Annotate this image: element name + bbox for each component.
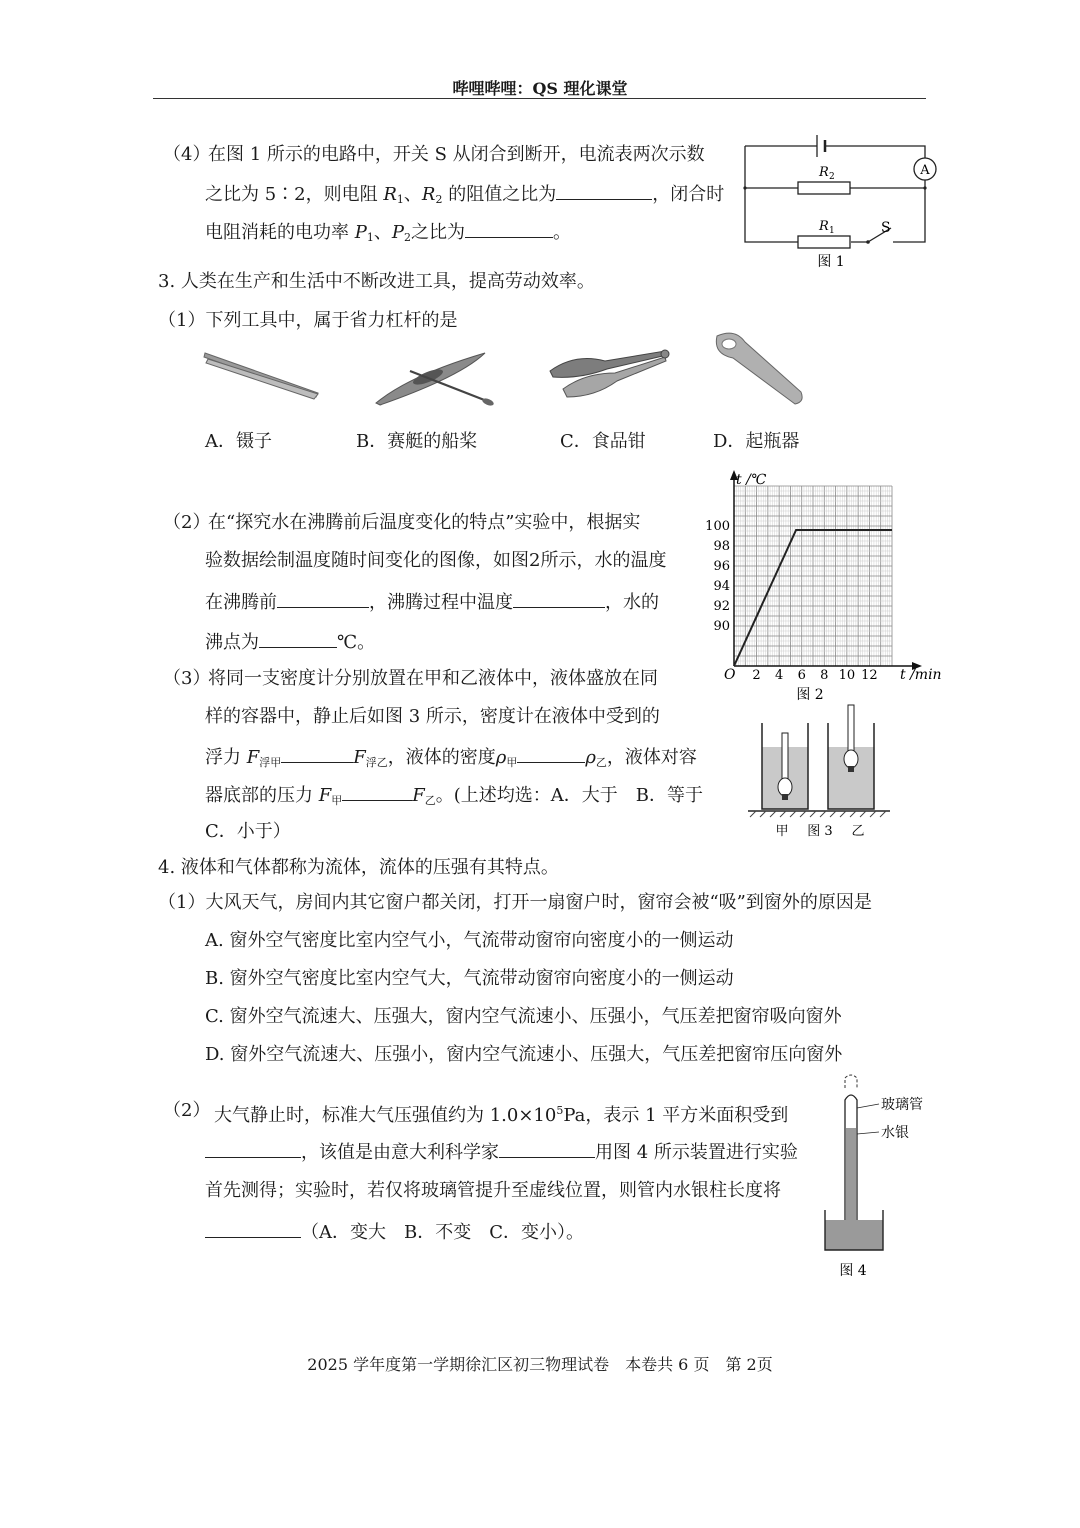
chart-x-tick-label: 2 <box>752 668 761 683</box>
q3-3-number: （3） <box>163 668 211 689</box>
chart-x-label: t /min <box>900 667 942 683</box>
header-divider <box>153 98 926 99</box>
q4-2-line1: 大气静止时，标准大气压强值约为 $1.0\times 10^5Pa$，表示 1 平方米面积受到 <box>214 1104 789 1126</box>
q4-2-number: （2） <box>163 1100 211 1121</box>
q3-3-line3: 浮力 $F_{浮甲}$ $F_{浮乙}$，液体的密度$\rho_甲$ $\rho_乙$，液体对容 <box>205 744 697 775</box>
hydrometer-yi <box>844 705 858 772</box>
page-header-title: 哔哩哔哩：QS 理化课堂 <box>452 79 628 98</box>
q2-4-number: （4） <box>163 144 211 165</box>
q3-option-a[interactable]: A．镊子 <box>205 431 272 452</box>
figure-4-label: 图 4 <box>839 1263 867 1279</box>
fig3-jia-label: 甲 <box>775 824 789 839</box>
q3-1-prompt: （1）下列工具中，属于省力杠杆的是 <box>158 310 458 331</box>
q3-title: 3. 人类在生产和生活中不断改进工具，提高劳动效率。 <box>158 271 595 292</box>
figure-2-chart <box>702 466 942 706</box>
page-footer: 2025 学年度第一学期徐汇区初三物理试卷 本卷共 6 页 第 2页 <box>307 1355 773 1374</box>
oar-image <box>370 345 495 410</box>
ammeter-label: A <box>920 163 930 178</box>
q4-option-b[interactable]: B. 窗外空气密度比室内空气大，气流带动窗帘向密度小的一侧运动 <box>205 968 734 989</box>
figure-3-hydrometers <box>740 695 900 845</box>
r2-label: R <box>819 165 829 180</box>
answer-blank[interactable] <box>281 744 353 763</box>
figure-1-circuit <box>735 130 945 275</box>
chart-x-tick-label: 12 <box>861 668 878 683</box>
chart-title: 图 2 <box>796 687 824 703</box>
q3-3-line5: C．小于） <box>205 821 291 842</box>
answer-blank[interactable] <box>556 181 652 200</box>
tweezers-image <box>200 345 325 405</box>
answer-blank[interactable] <box>205 1219 301 1238</box>
figure-3-label: 图 3 <box>807 824 833 839</box>
food-tongs-image <box>545 343 675 403</box>
fig3-yi-label: 乙 <box>851 824 865 839</box>
answer-blank[interactable] <box>517 744 585 763</box>
answer-blank[interactable] <box>513 589 605 608</box>
q2-4-line1: 在图 1 所示的电路中，开关 S 从闭合到断开，电流表两次示数 <box>208 144 705 165</box>
bottle-opener-image <box>705 328 810 410</box>
chart-x-tick-label: 10 <box>838 668 856 683</box>
chart-y-tick-label: 90 <box>713 619 730 634</box>
resistor-r2 <box>798 182 850 194</box>
chart-x-tick-label: 6 <box>797 668 806 683</box>
q4-2-line3: 首先测得；实验时，若仅将玻璃管提升至虚线位置，则管内水银柱长度将 <box>205 1180 781 1201</box>
answer-blank[interactable] <box>205 1139 301 1158</box>
chart-y-tick-label: 98 <box>713 539 730 554</box>
q3-2-number: （2） <box>163 512 211 533</box>
chart-y-label: t /℃ <box>736 472 767 488</box>
resistor-r1 <box>798 236 850 248</box>
q4-option-c[interactable]: C. 窗外空气流速大、压强大，窗内空气流速小、压强小，气压差把窗帘吸向窗外 <box>205 1006 842 1027</box>
q3-2-line4: 沸点为 ℃。 <box>205 629 375 655</box>
q3-2-line3: 在沸腾前 ，沸腾过程中温度 ，水的 <box>205 589 659 615</box>
figure-4-torricelli <box>815 1070 940 1285</box>
chart-y-tick-label: 96 <box>713 559 730 574</box>
chart-origin-label: O <box>724 667 736 683</box>
q4-1-prompt: （1）大风天气，房间内其它窗户都关闭，打开一扇窗户时，窗帘会被“吸”到窗外的原因是 <box>158 892 872 913</box>
answer-blank[interactable] <box>277 589 369 608</box>
q4-title: 4. 液体和气体都称为流体，流体的压强有其特点。 <box>158 857 559 878</box>
q3-option-c[interactable]: C．食品钳 <box>560 431 646 452</box>
q2-4-line3: 电阻消耗的电功率 $P_1$、$P_2$之比为 。 <box>205 219 571 250</box>
mercury-dish <box>825 1220 883 1250</box>
answer-blank[interactable] <box>465 219 553 238</box>
chart-x-tick-label: 4 <box>775 668 784 683</box>
q3-3-line4: 器底部的压力 $F_甲$ $F_乙$。(上述均选：A．大于 B．等于 <box>205 782 703 813</box>
q3-3-line2: 样的容器中，静止后如图 3 所示，密度计在液体中受到的 <box>205 706 660 727</box>
q2-4-line2: 之比为 5∶2，则电阻 $R_1$、$R_2$ 的阻值之比为 ，闭合时 <box>205 181 724 212</box>
q3-option-d[interactable]: D．起瓶器 <box>713 431 800 452</box>
answer-blank[interactable] <box>499 1139 595 1158</box>
q4-option-d[interactable]: D. 窗外空气流速大、压强小，窗内空气流速小、压强大，气压差把窗帘压向窗外 <box>205 1044 843 1065</box>
q4-2-line2: ，该值是由意大利科学家 用图 4 所示装置进行实验 <box>205 1139 798 1165</box>
answer-blank[interactable] <box>259 629 337 648</box>
mercury-label: 水银 <box>881 1125 909 1141</box>
chart-x-tick-label: 8 <box>820 668 829 683</box>
answer-blank[interactable] <box>342 782 412 801</box>
q4-2-line4: （A．变大 B．不变 C．变小）。 <box>205 1219 584 1245</box>
figure-1-label: 图 1 <box>817 254 845 270</box>
q3-2-line1: 在“探究水在沸腾前后温度变化的特点”实验中，根据实 <box>208 512 641 533</box>
switch-label: S <box>881 220 891 236</box>
svg-text:1: 1 <box>829 226 835 236</box>
r1-label: R <box>819 219 829 234</box>
q4-option-a[interactable]: A. 窗外空气密度比室内空气小，气流带动窗帘向密度小的一侧运动 <box>205 930 734 951</box>
raised-tube-outline <box>845 1075 857 1088</box>
glass-tube-label: 玻璃管 <box>881 1097 923 1113</box>
q3-3-line1: 将同一支密度计分别放置在甲和乙液体中，液体盛放在同 <box>208 668 658 689</box>
q3-option-b[interactable]: B．赛艇的船桨 <box>356 431 478 452</box>
chart-y-tick-label: 94 <box>713 579 730 594</box>
svg-text:2: 2 <box>829 172 835 182</box>
chart-y-tick-label: 92 <box>713 599 730 614</box>
chart-y-tick-label: 100 <box>705 519 730 534</box>
q3-2-line2: 验数据绘制温度随时间变化的图像，如图2所示，水的温度 <box>205 550 667 571</box>
